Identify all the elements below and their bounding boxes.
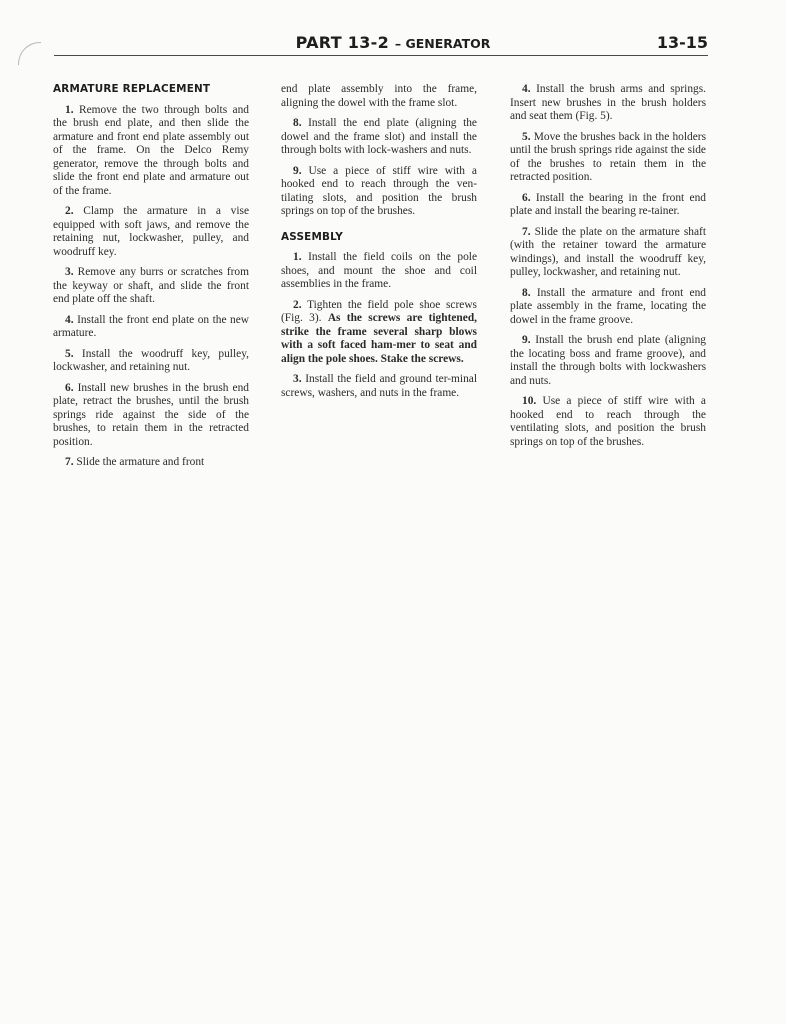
step-text: Install the brush end plate (aligning the locating boss and frame groove), and install the through bolts with lockwashers and nuts. — [510, 334, 706, 387]
step-paragraph — [510, 395, 706, 449]
step-paragraph — [281, 165, 477, 219]
section-heading-assembly: ASSEMBLY — [281, 230, 344, 243]
header-rule — [54, 55, 708, 56]
step-number: 3. — [293, 373, 302, 385]
step-paragraph — [53, 382, 249, 450]
step-text: Slide the plate on the armature shaft (with the retainer toward the armature windings), and install the woodruff key, pulley, lockwasher, and retaining nut. — [510, 225, 706, 278]
step-text: Move the brushes back in the holders until the brush springs ride against the side of the brushes to retain them in the retracted position. — [510, 130, 706, 183]
step-number: 5. — [522, 130, 531, 143]
step-number: 2. — [293, 298, 302, 311]
header-section: – GENERATOR — [394, 36, 491, 51]
step-paragraph — [510, 287, 706, 328]
step-text: Slide the armature and front — [76, 456, 205, 468]
step-paragraph — [510, 192, 706, 219]
column-2 — [281, 83, 477, 407]
step-text: Install the field coils on the pole shoes, and mount the shoe and coil assemblies in the frame. — [281, 251, 477, 290]
header-part: PART 13-2 — [295, 33, 390, 52]
step-text: Use a piece of stiff wire with a hooked end to reach through the ventilating slots, and position the brush springs on top of the brushes. — [510, 395, 706, 448]
step-paragraph — [53, 456, 249, 470]
step-text: Install new brushes in the brush end plate, retract the brushes, until the brush springs ride against the side of the brushes, to retain them in the retracted position. — [53, 381, 249, 448]
continued-paragraph: end plate assembly into the frame, aligning the dowel with the frame slot. — [281, 83, 477, 109]
step-warning-text: As the screws are tightened, strike the frame several sharp blows with a soft faced ham-mer to seat and align the pole shoes. Stake the screws. — [281, 312, 477, 365]
step-text: Tighten the field pole shoe screws (Fig. 3). — [281, 298, 477, 324]
column-1 — [53, 83, 249, 477]
step-number: 7. — [65, 456, 74, 468]
step-number: 6. — [65, 381, 74, 394]
step-number: 1. — [293, 251, 302, 263]
step-paragraph — [53, 266, 249, 307]
step-text: Install the field and ground ter-minal screws, washers, and nuts in the frame. — [281, 373, 478, 399]
step-number: 6. — [522, 191, 531, 204]
step-number: 4. — [65, 313, 74, 326]
step-number: 9. — [293, 164, 302, 177]
step-text: Install the brush arms and springs. Insert new brushes in the brush holders and seat them (Fig. 5). — [510, 83, 706, 122]
step-number: 9. — [522, 334, 531, 346]
step-number: 7. — [522, 225, 531, 238]
column-3 — [510, 83, 706, 456]
step-paragraph — [281, 373, 477, 400]
step-number: 8. — [293, 117, 302, 129]
page-header — [0, 31, 786, 55]
step-paragraph — [281, 117, 477, 158]
step-number: 2. — [65, 205, 74, 217]
step-paragraph — [53, 348, 249, 375]
step-text: Install the bearing in the front end plate and install the bearing re-tainer. — [510, 191, 706, 217]
step-number: 10. — [522, 395, 537, 407]
step-text: Use a piece of stiff wire with a hooked end to reach through the ven-tilating slots, and position the brush springs on top of the brushes. — [281, 164, 477, 217]
step-paragraph — [281, 299, 477, 367]
step-text: Remove the two through bolts and the brush end plate, and then slide the armature and front end plate assembly out of the frame. On the Delco Remy generator, remove the through bolts and slide the front end plate and armature out of the frame. — [53, 103, 250, 197]
step-text: Remove any burrs or scratches from the keyway or shaft, and slide the front end plate off the shaft. — [53, 266, 249, 305]
step-paragraph — [53, 314, 249, 341]
step-paragraph — [510, 226, 706, 280]
step-text: Install the armature and front end plate assembly in the frame, locating the dowel in the frame groove. — [510, 286, 706, 326]
step-text: Install the woodruff key, pulley, lockwasher, and retaining nut. — [53, 347, 249, 373]
step-number: 4. — [522, 83, 531, 95]
step-number: 1. — [65, 103, 74, 116]
step-number: 3. — [65, 266, 74, 278]
step-paragraph — [281, 251, 477, 292]
step-text: Install the front end plate on the new armature. — [53, 313, 249, 339]
step-paragraph — [53, 205, 249, 259]
step-number: 5. — [65, 347, 74, 360]
step-paragraph — [510, 334, 706, 388]
step-text: Install the end plate (aligning the dowel and the frame slot) and install the through bolts with lock-washers and nuts. — [281, 117, 477, 156]
step-paragraph — [510, 83, 706, 124]
section-heading-armature-replacement: ARMATURE REPLACEMENT — [53, 83, 211, 95]
step-paragraph — [53, 104, 249, 199]
step-text: Clamp the armature in a vise equipped with soft jaws, and remove the retaining nut, lockwasher, pulley, and woodruff key. — [53, 205, 250, 258]
step-number: 8. — [522, 286, 531, 299]
page-number: 13-15 — [656, 33, 708, 52]
step-paragraph — [510, 131, 706, 185]
